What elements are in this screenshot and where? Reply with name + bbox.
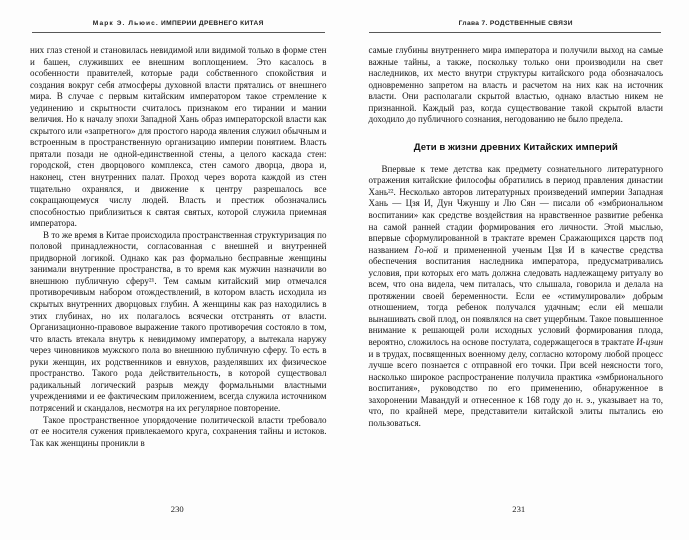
paragraph: В то же время в Китае происходила пространственная структуризация по половой принадлежности, согласованная с внешней и внутренней придворной логикой. Однако как раз формально бесправные женщины занимали внутренние пространства, в то время как мужчин назначили во внешнюю публичную сферу²¹. Тем самым китайский мир отмечался противоречивым набором отождествлений, в котором власть исходила из скрытых внутренних дворцовых глубин. А женщины как раз находились в этих глубинах, но их полагалось всячески отстранять от власти. Организационно-правовое выражение такого противоречия состояло в том, что власть втекала внутрь к невидимому императору, а вытекала наружу через чиновников мужского пола во внешнюю публичную сферу. То есть в руки женщин, их родственников и евнухов, разделявших их физическое пространство. Такого рода действительность, в которой существовал радикальный логический разрыв между формальными властными учреждениями и ее фактическим приложением, всегда служила источником потрясений и скандалов, несмотря на их регулярное повторение. (30, 229, 327, 413)
left-column-text (30, 45, 327, 449)
right-header-rule (369, 32, 662, 33)
paragraph: Впервые к теме детства как предмету сознательного литературного отражения китайские философы обратились в период правления династии Хань²². Несколько авторов литературных произведений империи Западная Хань — Цзя И, Дун Чжуншу и Лю Сян — писали об «эмбриональном воспитании» как средстве воздействия на нравственное развитие ребенка на самой ранней стадии формирования его личности. Этой мыслью, впервые сформулированной в трактате времен Сражающихся царств под названием Го-юй и примененной ученым Цзя И в качестве средства обеспечения воспитания наследника императора, предусматривались условия, при которых его мать должна следовать надлежащему ритуалу во всем, что она видела, чем питалась, что слышала, говорила и делала на протяжении своей беременности. Если ее «стимулировали» добрым отношением, тогда ребенок получался удачным; если ей мешали вынашивать свой плод, он появлялся на свет ущербным. Такое повышенное внимание к решающей роли исходных условий формирования плода, вероятно, сложилось на основе постулата, содержащегося в трактате И-цзин и в трудах, посвященных военному делу, согласно которому любой процесс лучше всего познается с отправной его точки. При всей неясности того, насколько широкое распространение получила практика «эмбрионального воспитания», руководство по его применению, обнаруженное в захоронении Мавандуй и отнесенное к 168 году до н. э., указывает на то, что, по крайней мере, представители китайской элиты пытались ею пользоваться. (368, 163, 663, 428)
paragraph: самые глубины внутреннего мира императора и получили выход на самые важные тайны, а также, поскольку только они производили на свет наследников, их место внутри структуры китайского рода обозначалось одновременно запретом на власть и расчетом на них как на источник власти. Они располагали скрытой властью, однако властью никем не признанной. Каждый раз, когда существование такой скрытой власти доходило до публичного сознания, негодованию не было предела. (368, 45, 663, 125)
left-header-rule (32, 32, 325, 33)
right-column-text-top (369, 45, 664, 126)
right-page-number: 231 (512, 504, 526, 514)
right-running-head-chapter: Глава 7. (458, 20, 488, 27)
left-page-number: 230 (170, 504, 184, 514)
left-running-head-author: Марк Э. Льюис. (92, 20, 159, 27)
right-running-head (369, 18, 664, 27)
right-running-head-title: РОДСТВЕННЫЕ СВЯЗИ (489, 20, 573, 27)
paragraph: них глаз стеной и становилась невидимой или видимой только в форме стен и башен, служивших ее внешним воплощением. Это касалось в особенности правителей, которые ради собственного спокойствия и создания вокруг себя атмосферы духовной власти прятались от внешнего мира. В случае с первым китайским императором такое стремление к уединению и скрытности считалось признаком его тирании и мании величия. Но к началу эпохи Западной Хань образ императорской власти как скрытого или «запретного» для простого народа явления служил обычным и встроенным в пространственную организацию империи понятием. Власть прятали позади не одной-единственной стены, а целого каскада стен: городской, стен дворцового комплекса, стен самого дворца, двора и, наконец, стен внутренних палат. Проход через ворота каждой из стен тщательно охранялся, и движение к центру разрешалось все сокращающемуся числу людей. Власть и престиж обозначались способностью приблизиться к святая святых, которой служила приемная императора. (30, 45, 327, 229)
left-running-head (30, 18, 327, 27)
left-running-head-title: ИМПЕРИИ ДРЕВНЕГО КИТАЯ (161, 20, 264, 27)
paragraph: Такое пространственное упорядочение политической власти требовало от ее носителя сужения привлекаемого круга, сохранения тайны и истоков. Так как женщины проникли в (30, 414, 327, 448)
right-column-text-bottom (369, 164, 664, 430)
section-heading: Дети в жизни древних Китайских империй (413, 141, 618, 153)
right-page (345, 0, 689, 540)
